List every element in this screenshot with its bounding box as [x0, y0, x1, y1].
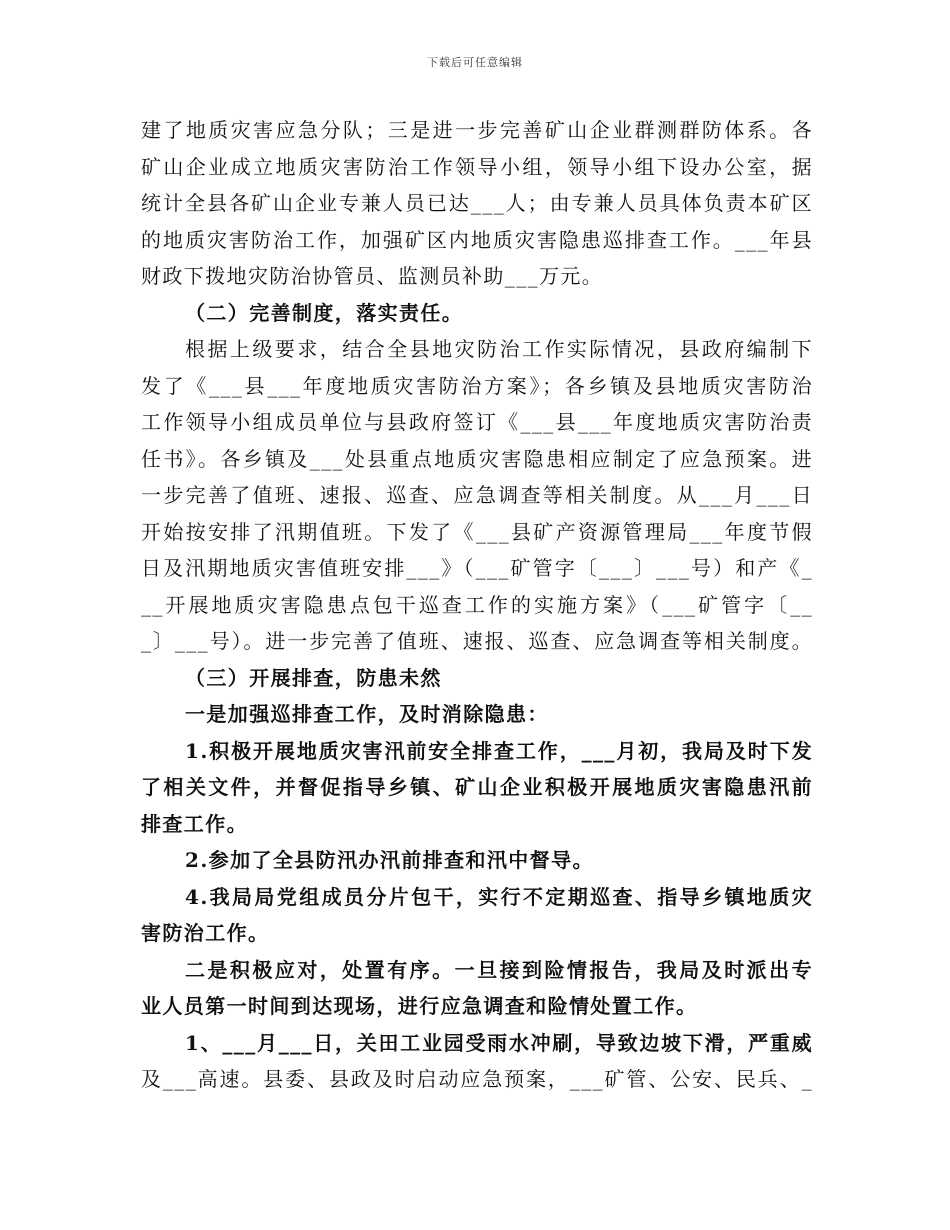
- section-heading-3: （三）开展排查，防患未然: [185, 665, 442, 690]
- text-line: 的地质灾害防治工作，加强矿区内地质灾害隐患巡排查工作。___年县: [141, 227, 813, 252]
- text-line: 2.参加了全县防汛办汛前排查和汛中督导。: [185, 848, 594, 872]
- text-line: 排查工作。: [141, 811, 248, 836]
- text-line: 了相关文件，并督促指导乡镇、矿山企业积极开展地质灾害隐患汛前: [141, 775, 813, 799]
- text-line: 开始按安排了汛期值班。下发了《___县矿产资源管理局___年度节假: [141, 519, 813, 544]
- text-line: 一步完善了值班、速报、巡查、应急调查等相关制度。从___月___日: [141, 483, 813, 507]
- text-line: 财政下拨地灾防治协管员、监测员补助___万元。: [141, 264, 604, 288]
- text-line: 4.我局局党组成员分片包干，实行不定期巡查、指导乡镇地质灾: [185, 884, 813, 909]
- text-line: 一是加强巡排查工作，及时消除隐患：: [185, 702, 549, 726]
- text-line: _〕___号）。进一步完善了值班、速报、巡查、应急调查等相关制度。: [141, 629, 813, 653]
- text-line: 建了地质灾害应急分队；三是进一步完善矿山企业群测群防体系。各: [141, 118, 813, 142]
- text-line: 矿山企业成立地质灾害防治工作领导小组，领导小组下设办公室，据: [141, 154, 813, 179]
- text-line: 1.积极开展地质灾害汛前安全排查工作，___月初，我局及时下发: [185, 738, 813, 763]
- text-line: 二是积极应对，处置有序。一旦接到险情报告，我局及时派出专: [185, 957, 813, 982]
- section-heading-2: （二）完善制度，落实责任。: [185, 300, 464, 325]
- text-line: 日及汛期地质灾害值班安排___》（___矿管字〔___〕___号）和产《_: [141, 556, 813, 580]
- text-line: 工作领导小组成员单位与县政府签订《___县___年度地质灾害防治责: [141, 410, 813, 434]
- document-body: [141, 112, 813, 1098]
- text-line: __开展地质灾害隐患点包干巡查工作的实施方案》（___矿管字〔__: [141, 592, 813, 617]
- text-line: 任书》。各乡镇及___处县重点地质灾害隐患相应制定了应急预案。进: [141, 446, 813, 471]
- text-line: 统计全县各矿山企业专兼人员已达___人；由专兼人员具体负责本矿区: [141, 191, 813, 215]
- text-line: 1、___月___日，关田工业园受雨水冲刷，导致边坡下滑，严重威: [185, 1030, 813, 1055]
- text-line: 害防治工作。: [141, 921, 270, 945]
- text-line: 发了《___县___年度地质灾害防治方案》；各乡镇及县地质灾害防治: [141, 373, 813, 398]
- text-line: 业人员第一时间到达现场，进行应急调查和险情处置工作。: [141, 994, 698, 1018]
- text-line: 根据上级要求，结合全县地灾防治工作实际情况，县政府编制下: [185, 337, 813, 361]
- text-line: 及___高速。县委、县政及时启动应急预案，___矿管、公安、民兵、_: [141, 1067, 813, 1091]
- page-header: 下载后可任意编辑: [427, 56, 523, 69]
